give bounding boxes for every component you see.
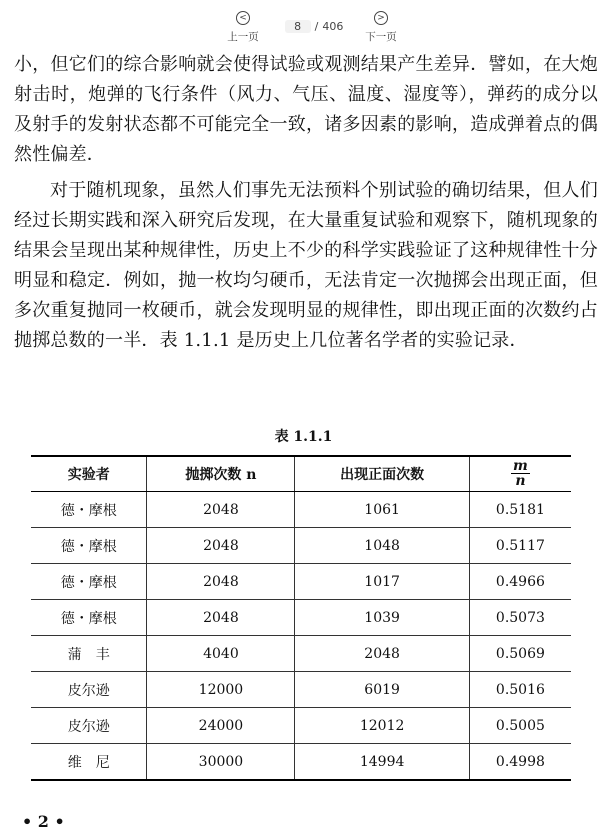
prev-page-label: 上一页 — [227, 31, 259, 43]
next-page-label: 下一页 — [365, 31, 397, 43]
cell-ratio: 0.5117 — [469, 528, 571, 564]
cell-tosses: 12000 — [147, 672, 295, 708]
cell-experimenter: 皮尔逊 — [31, 672, 147, 708]
cell-experimenter: 德・摩根 — [31, 528, 147, 564]
col-tosses: 抛掷次数 n — [147, 456, 295, 492]
cell-ratio: 0.5181 — [469, 492, 571, 528]
table-caption: 表 1.1.1 — [274, 429, 333, 445]
table-row — [31, 636, 571, 672]
table-row — [31, 672, 571, 708]
cell-tosses: 2048 — [147, 600, 295, 636]
cell-experimenter: 德・摩根 — [31, 600, 147, 636]
cell-ratio: 0.5016 — [469, 672, 571, 708]
cell-tosses: 2048 — [147, 528, 295, 564]
cell-ratio: 0.5069 — [469, 636, 571, 672]
paragraph: 对于随机现象，虽然人们事先无法预料个别试验的确切结果，但人们经过长期实践和深入研究后发现，在大量重复试验和观察下，随机现象的结果会呈现出某种规律性，历史上不少的科学实践验证了这种规律性十分明显和稳定．例如，抛一枚均匀硬币，无法肯定一次抛掷会出现正面，但多次重复抛同一枚硬币，就会发现明显的规律性，即出现正面的次数约占抛掷总数的一半．表 1.1.1 是历史上几位著名学者的实验记录． — [14, 180, 598, 351]
cell-tosses: 4040 — [147, 636, 295, 672]
page-separator: / — [314, 20, 319, 33]
cell-experimenter: 维 尼 — [31, 744, 147, 781]
cell-experimenter: 德・摩根 — [31, 564, 147, 600]
cell-tosses: 24000 — [147, 708, 295, 744]
page-navigation — [0, 8, 607, 48]
paragraph: 小，但它们的综合影响就会使得试验或观测结果产生差异．譬如，在大炮射击时，炮弹的飞行条件（风力、气压、温度、湿度等），弹药的成分以及射手的发射状态都不可能完全一致，诸多因素的影响，造成弹着点的偶然性偏差． — [14, 54, 598, 165]
prev-page-button[interactable] — [218, 8, 268, 44]
cell-heads: 12012 — [295, 708, 469, 744]
table-row — [31, 744, 571, 781]
chevron-left-icon: < — [236, 11, 250, 25]
page-indicator — [274, 20, 354, 33]
table-row — [31, 528, 571, 564]
col-heads: 出现正面次数 — [295, 456, 469, 492]
col-ratio — [469, 456, 571, 492]
cell-ratio: 0.4966 — [469, 564, 571, 600]
cell-ratio: 0.4998 — [469, 744, 571, 781]
cell-tosses: 30000 — [147, 744, 295, 781]
cell-tosses: 2048 — [147, 564, 295, 600]
cell-experimenter: 德・摩根 — [31, 492, 147, 528]
total-pages: 406 — [322, 20, 344, 33]
table-row — [31, 600, 571, 636]
cell-experimenter: 皮尔逊 — [31, 708, 147, 744]
cell-heads: 14994 — [295, 744, 469, 781]
chevron-right-icon: > — [374, 11, 388, 25]
next-page-button[interactable] — [356, 8, 406, 44]
table-header-row — [31, 456, 571, 492]
experiment-table — [31, 455, 571, 781]
current-page-input[interactable]: 8 — [285, 20, 311, 33]
cell-ratio: 0.5073 — [469, 600, 571, 636]
cell-heads: 1048 — [295, 528, 469, 564]
ratio-fraction — [511, 459, 530, 488]
cell-heads: 6019 — [295, 672, 469, 708]
cell-ratio: 0.5005 — [469, 708, 571, 744]
cell-heads: 2048 — [295, 636, 469, 672]
table-row — [31, 492, 571, 528]
ratio-numerator: m — [513, 458, 528, 474]
body-text — [14, 50, 598, 356]
cell-tosses: 2048 — [147, 492, 295, 528]
col-experimenter: 实验者 — [31, 456, 147, 492]
ratio-denominator: n — [515, 473, 526, 489]
cell-heads: 1017 — [295, 564, 469, 600]
cell-experimenter: 蒲 丰 — [31, 636, 147, 672]
table-row — [31, 564, 571, 600]
cell-heads: 1061 — [295, 492, 469, 528]
cell-heads: 1039 — [295, 600, 469, 636]
page-number: • 2 • — [22, 812, 65, 831]
table-row — [31, 708, 571, 744]
